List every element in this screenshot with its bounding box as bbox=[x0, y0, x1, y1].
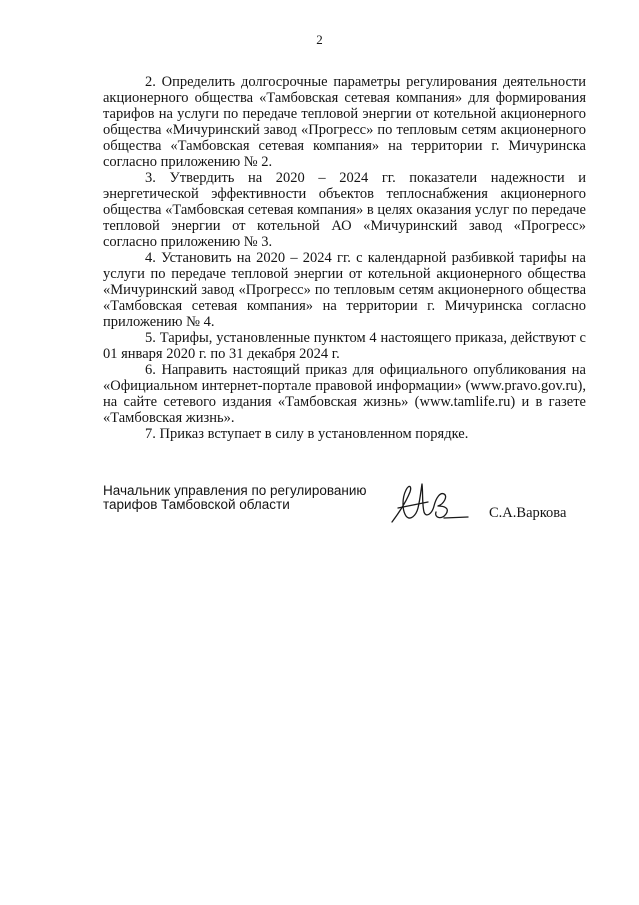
paragraph-3: 3. Утвердить на 2020 – 2024 гг. показатели надежности и энергетической эффективности объектов теплоснабжения акционерного общества «Тамбовская сетевая компания» в целях оказания услуг по передаче тепловой энергии от котельной АО «Мичуринский завод «Прогресс» согласно приложению № 3. bbox=[103, 170, 586, 250]
signatory-name: С.А.Варкова bbox=[489, 505, 567, 521]
paragraph-2: 2. Определить долгосрочные параметры регулирования деятельности акционерного общества «Тамбовская сетевая компания» для формирования тарифов на услуги по передаче тепловой энергии от котельной акционерного общества «Мичуринский завод «Прогресс» по тепловым сетям акционерного общества «Тамбовская сетевая компания» на территории г. Мичуринска согласно приложению № 2. bbox=[103, 74, 586, 170]
signatory-position-line-2: тарифов Тамбовской области bbox=[103, 497, 290, 512]
paragraph-4: 4. Установить на 2020 – 2024 гг. с календарной разбивкой тарифы на услуги по передаче тепловой энергии от котельной акционерного общества «Мичуринский завод «Прогресс» по тепловым сетям акционерного общества «Тамбовская сетевая компания» на территории г. Мичуринска согласно приложению № 4. bbox=[103, 250, 586, 330]
page-number: 2 bbox=[316, 32, 323, 47]
handwritten-signature bbox=[388, 478, 470, 528]
paragraph-6: 6. Направить настоящий приказ для официального опубликования на «Официальном интернет-портале правовой информации» (www.pravo.gov.ru), на сайте сетевого издания «Тамбовская жизнь» (www.tamlife.ru) и в газете «Тамбовская жизнь». bbox=[103, 362, 586, 426]
signatory-position bbox=[103, 484, 383, 512]
document-body bbox=[103, 74, 586, 442]
signatory-position-line-1: Начальник управления по регулированию bbox=[103, 483, 367, 498]
paragraph-7: 7. Приказ вступает в силу в установленном порядке. bbox=[145, 426, 469, 442]
paragraph-5: 5. Тарифы, установленные пунктом 4 настоящего приказа, действуют с 01 января 2020 г. по 31 декабря 2024 г. bbox=[103, 330, 586, 362]
